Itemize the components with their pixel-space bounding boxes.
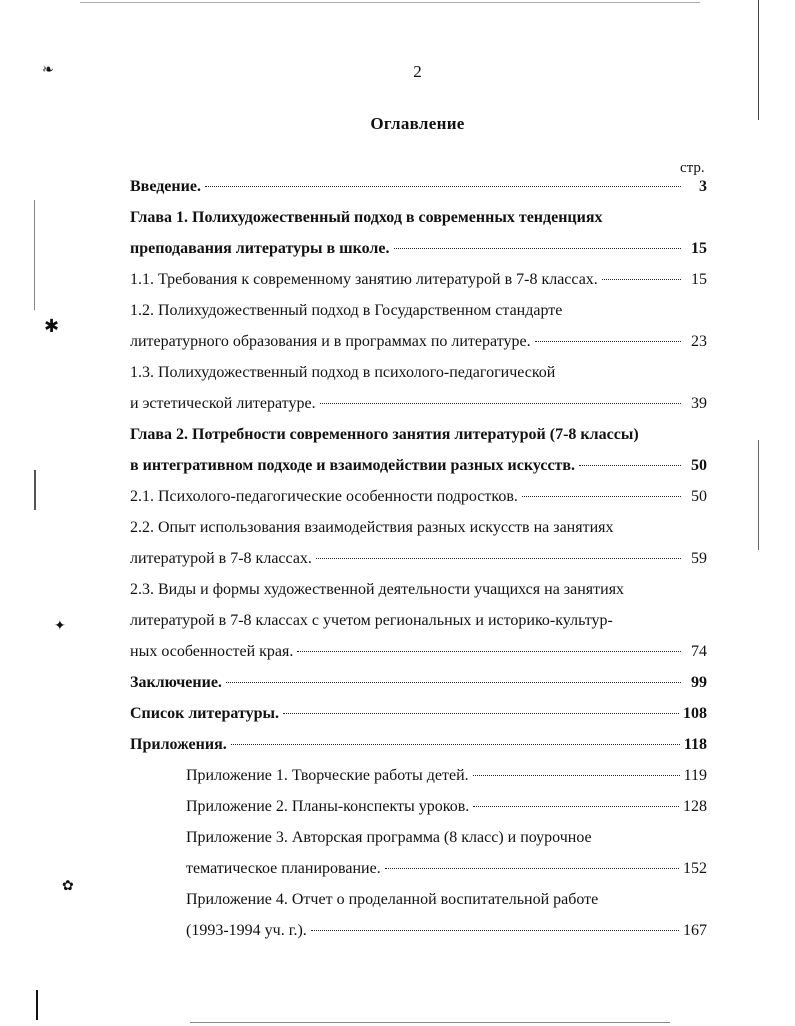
toc-entry: литературой в 7-8 классах. 59 (130, 550, 707, 567)
toc-entry: преподавания литературы в школе. 15 (130, 240, 707, 257)
toc-entry: Приложение 4. Отчет о проделанной воспитательной работе (186, 891, 599, 908)
toc-entry: 1.2. Полихудожественный подход в Государственном стандарте (130, 302, 563, 319)
binding-hole-mark-icon: ✦ (54, 618, 66, 634)
toc-entry: тематическое планирование. 152 (186, 860, 707, 877)
scan-right-edge-lower (758, 440, 759, 550)
page-number: 2 (413, 62, 422, 81)
toc-entry: и эстетической литературе. 39 (130, 395, 707, 412)
toc-entry: Введение. 3 (130, 178, 707, 195)
scan-left-edge-upper (34, 200, 35, 310)
toc-entry: Приложение 1. Творческие работы детей. 119 (186, 767, 707, 784)
toc-entry: 2.3. Виды и формы художественной деятельности учащихся на занятиях (130, 581, 625, 598)
scan-bottom-edge (190, 1022, 670, 1023)
scan-left-edge (36, 990, 38, 1020)
toc-entry: литературного образования и в программах по литературе. 23 (130, 333, 707, 350)
toc-entry: 2.2. Опыт использования взаимодействия разных искусств на занятиях (130, 519, 614, 536)
toc-entry: литературой в 7-8 классах с учетом региональных и историко-культур- (130, 612, 613, 629)
scan-top-edge (80, 2, 700, 3)
binding-hole-mark-icon: ✱ (44, 316, 60, 337)
toc-entry: Заключение. 99 (130, 674, 707, 691)
scan-left-edge-middle (34, 470, 36, 510)
toc-entry: в интегративном подходе и взаимодействии разных искусств. 50 (130, 457, 707, 474)
scan-right-edge (758, 0, 759, 120)
toc-entry: 1.1. Требования к современному занятию литературой в 7-8 классах. 15 (130, 271, 707, 288)
toc-entry: Глава 1. Полихудожественный подход в современных тенденциях (130, 209, 603, 226)
toc-entry: 1.3. Полихудожественный подход в психолого-педагогической (130, 364, 556, 381)
toc-entry: 2.1. Психолого-педагогические особенности подростков. 50 (130, 488, 707, 505)
toc-entry: Список литературы. 108 (130, 705, 707, 722)
toc-entry: (1993-1994 уч. г.). 167 (186, 922, 707, 939)
binding-hole-mark-icon: ❧ (42, 62, 54, 78)
toc-entry: Приложения. 118 (130, 736, 707, 753)
toc-entry: Приложение 3. Авторская программа (8 класс) и поурочное (186, 829, 592, 846)
toc-entry: Приложение 2. Планы-конспекты уроков. 128 (186, 798, 707, 815)
toc-entry: ных особенностей края. 74 (130, 643, 707, 660)
page-column-label: стр. (680, 160, 705, 176)
toc-entry: Глава 2. Потребности современного занятия литературой (7-8 классы) (130, 426, 639, 443)
binding-hole-mark-icon: ✿ (62, 878, 74, 894)
page-title: Оглавление (370, 114, 465, 133)
